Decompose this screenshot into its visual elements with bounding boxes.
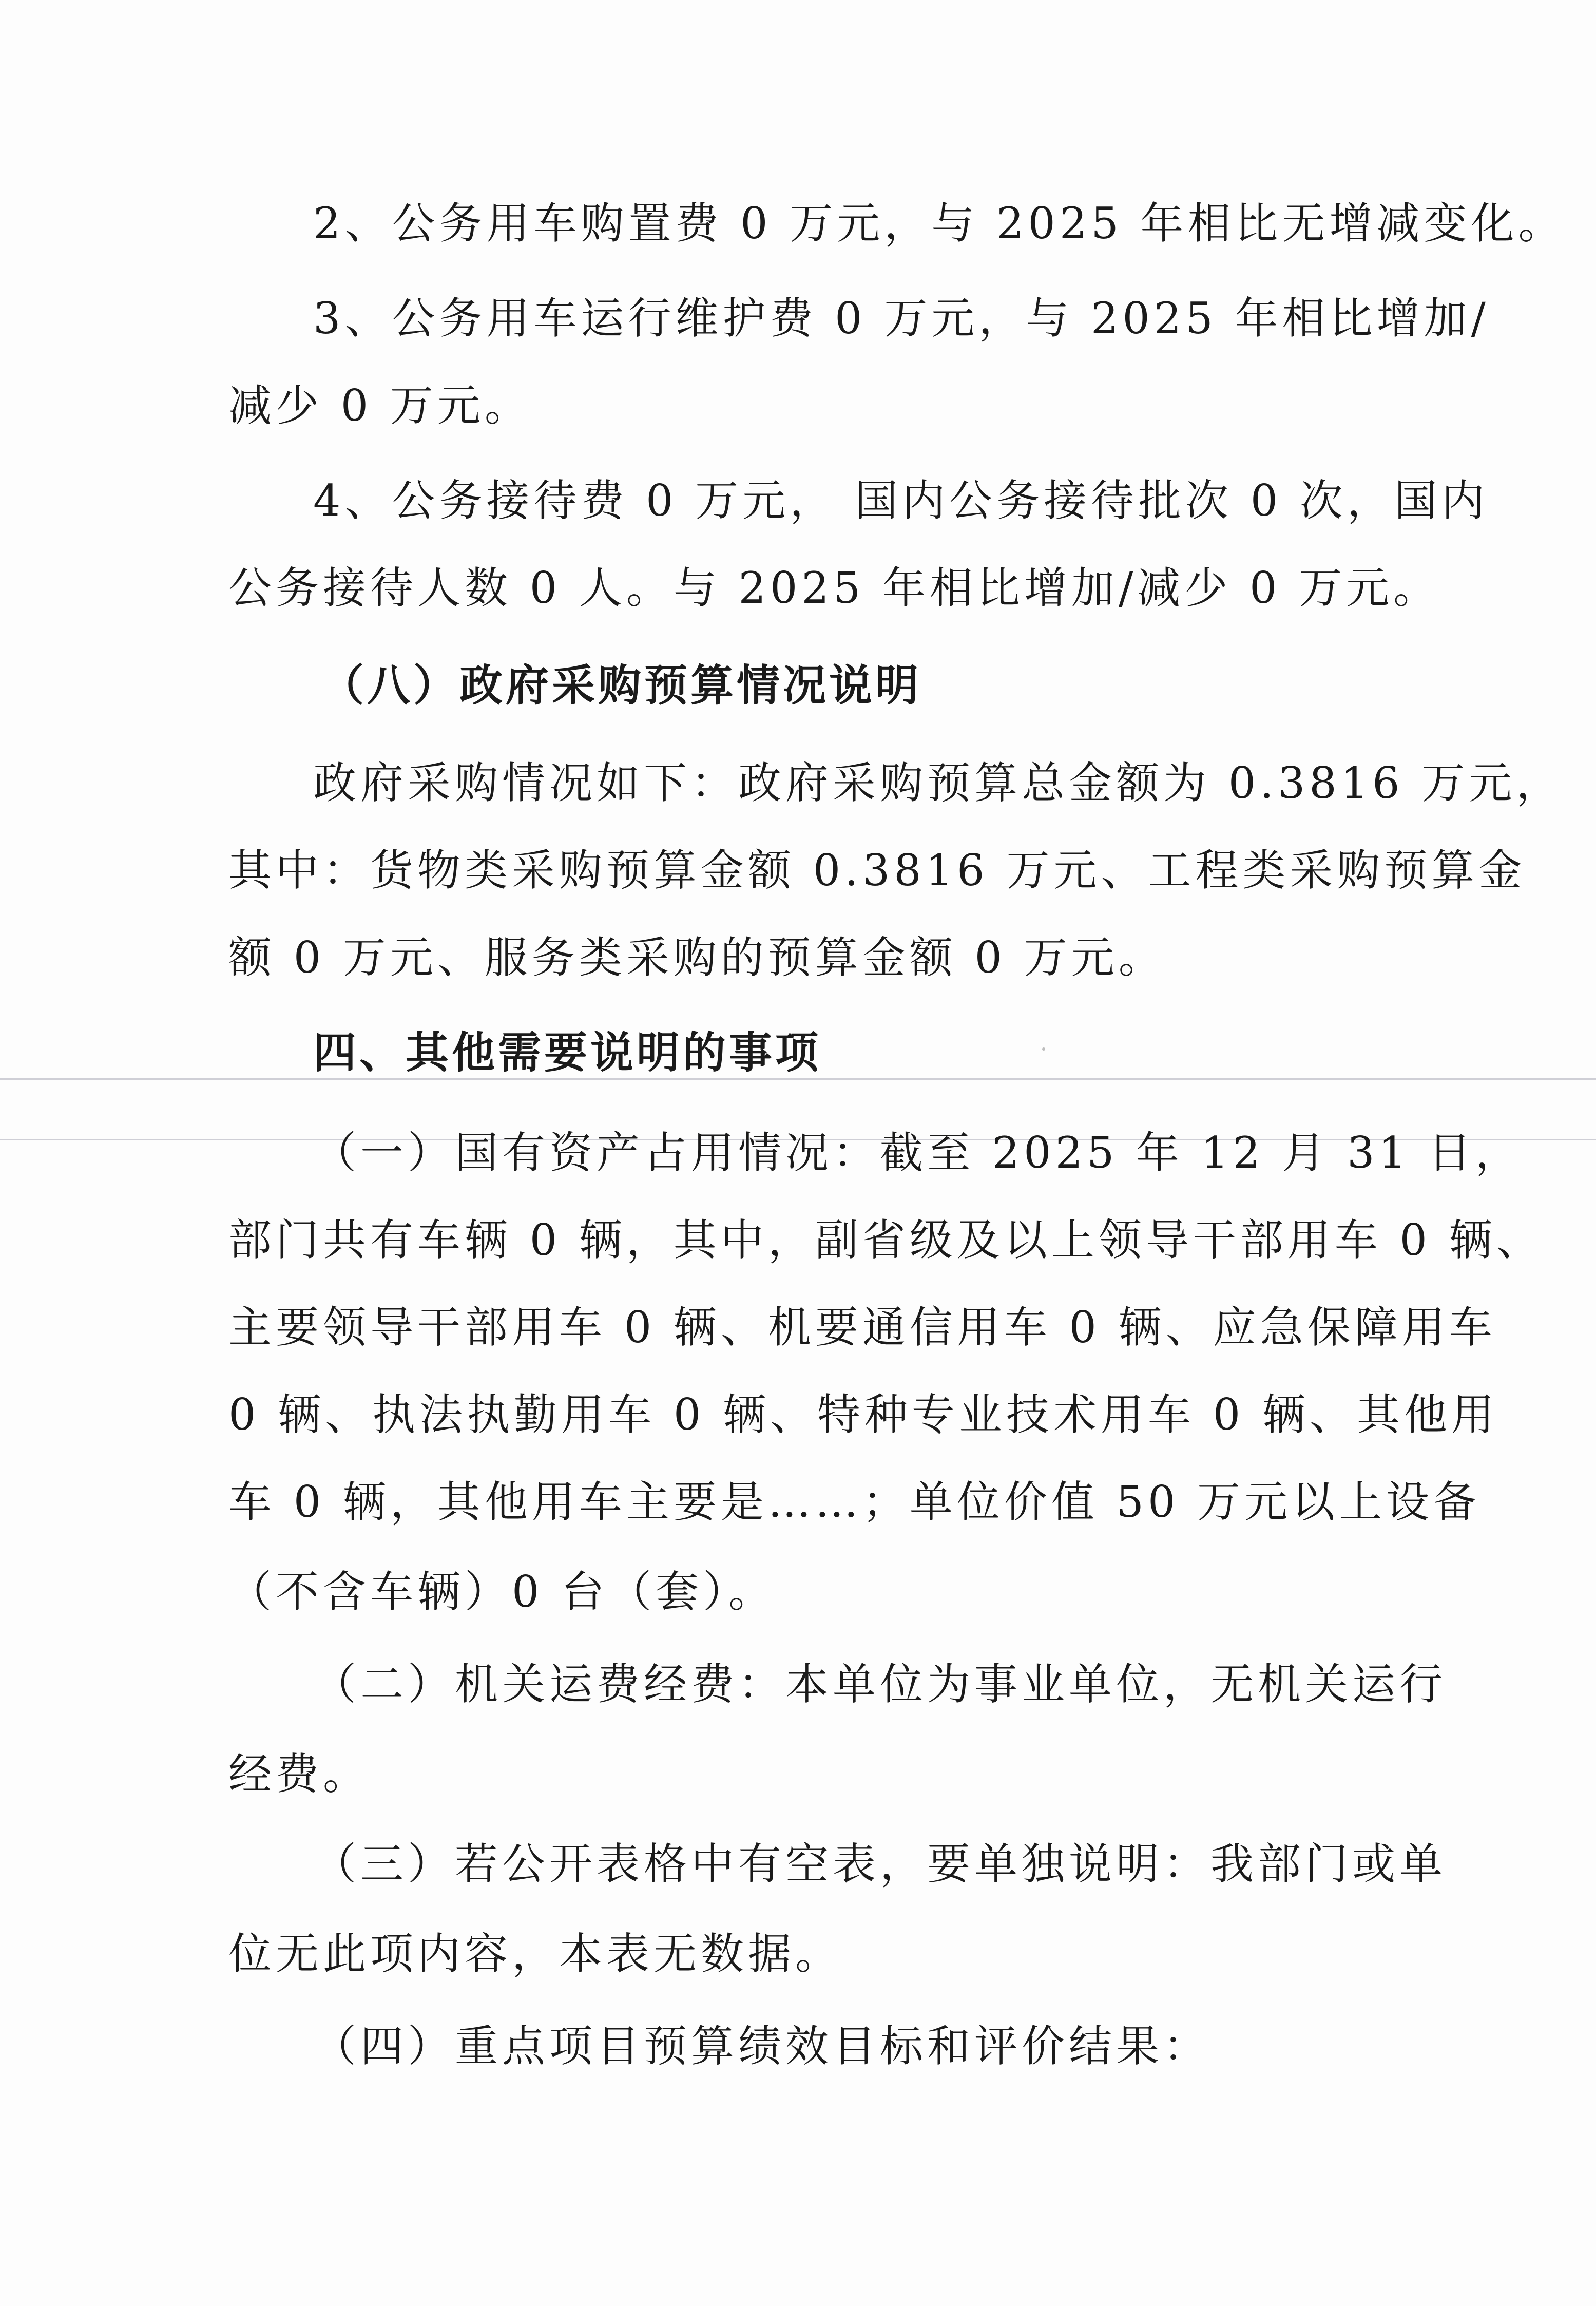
body-line: 减少 0 万元。 xyxy=(228,380,532,431)
body-line: 车 0 辆，其他用车主要是……；单位价值 50 万元以上设备 xyxy=(228,1477,1481,1527)
body-line: 经费。 xyxy=(228,1749,371,1799)
body-line: 0 辆、执法执勤用车 0 辆、特种专业技术用车 0 辆、其他用 xyxy=(228,1389,1498,1440)
section-heading: （八）政府采购预算情况说明 xyxy=(321,660,922,711)
body-line: 主要领导干部用车 0 辆、机要通信用车 0 辆、应急保障用车 xyxy=(228,1302,1496,1352)
body-line: 位无此项内容，本表无数据。 xyxy=(228,1929,843,1979)
body-line: （四）重点项目预算绩效目标和评价结果： xyxy=(313,2021,1211,2071)
body-line: 政府采购情况如下：政府采购预算总金额为 0.3816 万元， xyxy=(313,758,1564,808)
body-line: 2、公务用车购置费 0 万元，与 2025 年相比无增减变化。 xyxy=(313,198,1566,249)
body-line: 其中：货物类采购预算金额 0.3816 万元、工程类采购预算金 xyxy=(228,845,1526,895)
body-line: （二）机关运费经费：本单位为事业单位，无机关运行 xyxy=(313,1659,1447,1709)
chapter-heading: 四、其他需要说明的事项 xyxy=(313,1027,822,1078)
body-line: 4、公务接待费 0 万元， 国内公务接待批次 0 次，国内 xyxy=(313,475,1489,526)
body-line: （不含车辆）0 台（套）。 xyxy=(228,1567,776,1617)
body-line: 公务接待人数 0 人。与 2025 年相比增加/减少 0 万元。 xyxy=(228,563,1441,613)
body-line: 3、公务用车运行维护费 0 万元，与 2025 年相比增加/ xyxy=(313,293,1490,344)
body-line: （一）国有资产占用情况：截至 2025 年 12 月 31 日， xyxy=(313,1128,1523,1178)
body-line: 额 0 万元、服务类采购的预算金额 0 万元。 xyxy=(228,932,1166,983)
body-line: （三）若公开表格中有空表，要单独说明：我部门或单 xyxy=(313,1839,1447,1889)
body-line: 部门共有车辆 0 辆，其中，副省级及以上领导干部用车 0 辆、 xyxy=(228,1215,1544,1265)
